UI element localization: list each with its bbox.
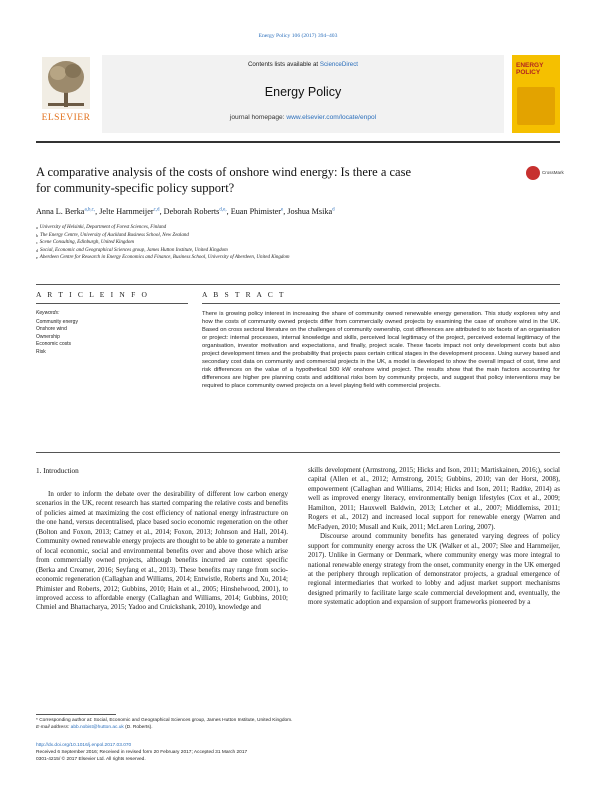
affiliation: $^a$ University of Helsinki, Department of Forest Sciences, Finland	[36, 225, 167, 230]
elsevier-tree-icon	[42, 57, 90, 109]
elsevier-wordmark: ELSEVIER	[41, 113, 91, 123]
author[interactable]: Deborah Roberts$^{d,e,}$	[163, 207, 227, 216]
keyword: Onshore wind	[36, 326, 67, 333]
info-divider-top	[36, 284, 560, 285]
body-column-left	[36, 490, 288, 613]
header-divider	[36, 141, 560, 143]
keyword: Community energy	[36, 318, 78, 325]
crossmark-icon	[526, 166, 540, 180]
article-title: A comparative analysis of the costs of onshore wind energy: Is there a case for community-specific policy support?	[36, 165, 411, 195]
elsevier-logo	[36, 57, 96, 125]
keyword: Ownership	[36, 333, 60, 340]
paragraph: skills development (Armstrong, 2015; Hicks and Ison, 2011; Martiskainen, 2016;), social capital (Allen et al., 2012; Armstrong, 2015; Gubbins, 2010; van der Horst, 2008), empowerment (Callaghan and Williams, 2014; Hicks and Ison, 2011; Radtke, 2014) as well as improved energy literacy, environmentally benign lifestyles (Cox et al., 2009; Hamilton, 2011; Hauxwell Baldwin, 2013; Letcher et al., 2007; Middlemiss, 2011; Rogers et al., 2012) and increased local support for renewable energy (Warren and McFadyen, 2010; Musall and Kuik, 2011; McLaren Loring, 2007).	[308, 466, 560, 531]
journal-homepage-link[interactable]: www.elsevier.com/locate/enpol	[286, 114, 377, 121]
journal-title: Energy Policy	[264, 85, 342, 99]
abstract-rule	[202, 303, 560, 304]
affiliation: $^e$ Aberdeen Centre for Research in Energy Economics and Finance, Business School, University of Aberdeen, United Kingdom	[36, 255, 290, 261]
cover-title: ENERGY POLICY	[516, 62, 544, 76]
corresponding-author-note: * Corresponding author at: Social, Economic and Geographical Sciences group, James Hutton Institute, United Kingdom.	[36, 718, 293, 723]
affiliation: $^d$ Social, Economic and Geographical Sciences group, James Hutton Institute, United Kingdom	[36, 247, 228, 253]
paragraph: In order to inform the debate over the desirability of different low carbon energy scenarios in the UK, recent research has started comparing the relative costs and benefits of policies aimed at maximizing the cost efficiency of national energy infrastructure on the one hand, versus decentralised, place based socio economic regeneration on the other (Bolton and Foxon, 2013; Catney et al., 2014; Foxon, 2013; Johnson and Hall, 2014). Community owned renewable energy projects are thought to be able to generate a number of local economic, social and environmental benefits over and above those which arise from commercially owned projects, although benefits incurred are context specific (Berka and Creamer, 2016; Seyfang et al., 2013). These benefits may range from socio-economic regeneration (Callaghan and Williams, 2014; Entwistle, Roberts and Xu, 2014; Phimister and Roberts, 2012; Gubbins, 2010; Hain et al., 2005; Hinshelwood, 2001), to improved access to affordable energy (Callaghan and Williams, 2014; Gubbins, 2010; Chmiel and Bhattacharya, 2015; Yadoo and Cruickshank, 2010), knowledge and	[36, 490, 288, 612]
received-dates: Received 6 September 2016; Received in revised form 20 February 2017; Accepted 31 March 2017	[36, 750, 248, 755]
footnote-rule	[36, 714, 116, 715]
affiliations	[36, 224, 560, 262]
journal-header	[36, 55, 560, 135]
affiliation: $^c$ Scene Consulting, Edinburgh, United Kingdom	[36, 240, 135, 246]
journal-banner	[102, 55, 504, 133]
affiliation: $^b$ The Energy Centre, University of Auckland Business School, New Zealand	[36, 232, 189, 238]
footnotes	[36, 718, 560, 732]
sciencedirect-link[interactable]: ScienceDirect	[319, 61, 359, 68]
abstract-body: There is growing policy interest in increasing the share of community owned renewable energy generation. This study explores why and how the costs of community owned projects differ from commercially owned projects by examining the case of onshore wind in the UK. Based on cross sectoral literature on the challenges of community ownership, cost differences are attributed to six facets of an organisation or project: internal processes, internal knowledge and skills, perceived local legitimacy of the project, perceived external legitimacy of the organisation, investor motivation and expectations, and finally, project scale. These facets impact not only development costs but also project development times and the probability that projects pass certain critical stages in the development process. Using survey based and secondary cost data on community and commercial projects in the UK, a model is developed to show the overall impact of cost, time and risk differences on the value of a hypothetical 500 kW onshore wind project. The results show that the main factors accounting for differences are higher pre planning costs and additional risks born by community projects, and suggest that policy interventions may be required to place community owned projects on a level playing field with commercial projects.	[202, 311, 560, 390]
abstract-heading: A B S T R A C T	[202, 290, 286, 299]
paragraph: Discourse around community benefits has generated varying degrees of policy support for community energy across the UK (Walker et al., 2007; Slee and Harnmeijer, 2017). Unlike in Germany or Denmark, where community energy was more integral to national renewable energy strategy from the onset, community energy in the UK emerged at the periphery through replication of demonstrator projects, a gradual emergence of regional intermediaries that worked to lobby and adjust market support mechanisms designed primarily to facilitate large scale commercial development and, eventually, the more systematic adoption and expansion of support frameworks pioneered by a	[308, 532, 560, 607]
keyword: Economic costs	[36, 341, 72, 348]
article-info-heading: A R T I C L E I N F O	[36, 290, 150, 299]
author[interactable]: Anna L. Berka$^{a,b,c,}$	[36, 207, 96, 216]
keyword: Risk	[36, 348, 46, 355]
journal-cover-thumbnail	[512, 55, 560, 133]
author-list: Anna L. Berka$^{a,b,c,}$, Jelte Harnmeijer$^{c,d}$, Deborah Roberts$^{d,e,}$, Euan Phimister$^e$, Joshua Msika$^d$	[36, 207, 335, 216]
author[interactable]: Euan Phimister$^e$	[230, 207, 284, 216]
email-note: E-mail address: abb.nobist@hutton.ac.uk (D. Roberts).	[36, 724, 153, 730]
section-heading-introduction: 1. Introduction	[36, 467, 79, 475]
journal-homepage-line: journal homepage: www.elsevier.com/locate/enpol	[229, 114, 377, 121]
author[interactable]: Jelte Harnmeijer$^{c,d}$	[99, 207, 160, 216]
email-link[interactable]: abb.nobist@hutton.ac.uk	[70, 724, 124, 730]
keywords-label: Keywords:	[36, 310, 60, 316]
journal-reference[interactable]: Energy Policy 106 (2017) 394–403	[258, 33, 338, 39]
contents-line: Contents lists available at ScienceDirect	[247, 61, 359, 68]
crossmark-label: CrossMark	[542, 170, 564, 175]
doi-link[interactable]: http://dx.doi.org/10.1016/j.enpol.2017.03.070	[36, 743, 132, 748]
author[interactable]: Joshua Msika$^d$	[287, 207, 335, 216]
article-info-rule	[36, 303, 188, 304]
crossmark-badge[interactable]	[526, 164, 564, 194]
copyright-line: 0301-4215/ © 2017 Elsevier Ltd. All rights reserved.	[36, 757, 146, 762]
body-column-right	[308, 466, 560, 608]
article-metadata	[36, 742, 560, 763]
abstract-divider-bottom	[36, 452, 560, 453]
keywords-block	[36, 310, 156, 357]
cover-image	[517, 87, 555, 125]
